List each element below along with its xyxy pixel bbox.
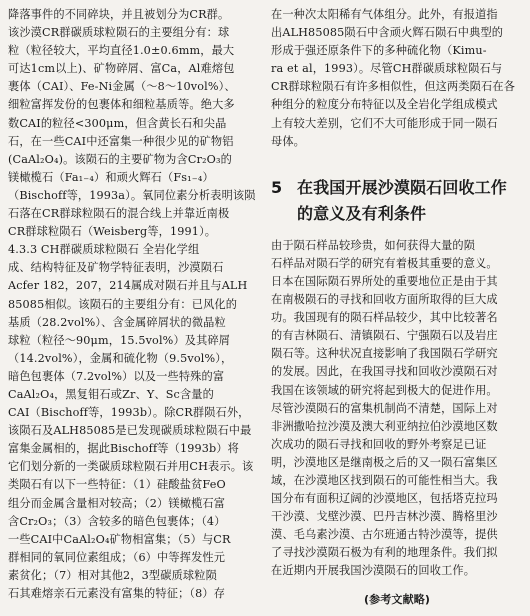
text-line: 次成功的陨石寻找和回收的野外考察足已证 <box>271 437 487 451</box>
text-line: ra et al，1993）。尽管CH群碳质球粒陨石与 <box>271 62 503 76</box>
text-line: 上有较大差别，它们不大可能形成于同一陨石 <box>271 116 498 130</box>
text-line: 母体。 <box>271 134 306 148</box>
text-line: 出ALH85085陨石中含顽火辉石陨石中典型的 <box>271 26 504 40</box>
text-line: 富集金属相的，据此Bischoff等（1993b）将 <box>8 442 239 456</box>
text-line: 在近期内开展我国沙漠陨石的回收工作。 <box>271 564 476 578</box>
text-line: 功。我国现有的陨石样品较少，其中比较著名 <box>271 311 498 325</box>
text-line: 的有吉林陨石、清镇陨石、宁强陨石以及岩庄 <box>271 329 498 343</box>
text-line: 石样品对陨石学的研究有着极其重要的意义。 <box>271 256 498 270</box>
text-line: 的发展。因此，在我国寻找和回收沙漠陨石对 <box>271 365 498 379</box>
text-line: 球粒（粒径～90μm，15.5vol%）及其碎屑 <box>8 333 231 347</box>
text-line: 明，沙漠地区是继南极之后的又一陨石富集区 <box>271 455 498 469</box>
text-line: 成、结构特征及矿物学特征表明，沙漠陨石 <box>8 261 224 275</box>
section-heading <box>271 175 523 227</box>
text-line: 暗色包裹体（7.2vol%）以及一些特殊的富 <box>8 369 225 383</box>
text-line: 细粒富挥发份的包裹体和细粒基质等。绝大多 <box>8 98 235 112</box>
text-line: 尽管沙漠陨石的富集机制尚不清楚，国际上对 <box>271 401 498 415</box>
text-line: CR群球粒陨石有许多相似性，但这两类陨石在各 <box>271 80 516 94</box>
text-line: 种组分的粒度分布特征以及全岩化学组成模式 <box>271 98 498 112</box>
text-line: CaAl₂O₄，黑复钼石或Zr、Y、Sc含量的 <box>8 387 214 401</box>
text-line: 域，在沙漠地区找到陨石的可能性相当大。我 <box>271 473 498 487</box>
text-line: 石落在CR群球粒陨石的混合线上并靠近南极 <box>8 207 230 221</box>
text-line: 在南极陨石的寻找和回收方面所取得的巨大成 <box>271 293 498 307</box>
text-line: （Bischoff等，1993a）。氧同位素分析表明该陨 <box>8 188 256 202</box>
right-column-top-text <box>271 6 523 151</box>
right-column <box>271 6 523 609</box>
text-line: 日本在国际陨石界所处的重要地位正是由于其 <box>271 274 498 288</box>
section-title-line2: 的意义及有利条件 <box>297 203 427 223</box>
text-line: 基质（28.2vol%）、含金属碎屑状的微晶粒 <box>8 315 226 329</box>
text-line: 该陨石及ALH85085是已发现碳质球粒陨石中最 <box>8 424 252 438</box>
text-line: 国分布有面积辽阔的沙漠地区，包括塔克拉玛 <box>271 492 498 506</box>
text-line: 在一种次太阳稀有气体组分。此外，有报道指 <box>271 8 498 21</box>
text-line: 石其难熔亲石元素没有富集的特征；（8）存 <box>8 587 226 600</box>
text-line: CAI（Bischoff等，1993b）。除CR群陨石外， <box>8 406 250 420</box>
text-line: 它们划分新的一类碳质球粒陨石并用CH表示。该 <box>8 460 254 474</box>
text-line: 粒（粒径较大，平均直径1.0±0.6mm，最大 <box>8 44 235 58</box>
text-line: 干沙漠、戈壁沙漠、巴丹吉林沙漠、腾格里沙 <box>271 510 498 524</box>
section-number: 5 <box>271 177 283 197</box>
text-line: 类陨石有以下一些特征：（1）硅酸盐贫FeO <box>8 478 226 492</box>
text-line: 素贫化；（7）相对其他2，3型碳质球粒陨 <box>8 568 217 582</box>
text-line: 数CAI的粒径<300μm，但含黄长石和尖晶 <box>8 116 227 130</box>
text-line: 该沙漠CR群碳质球粒陨石的主要组分有：球 <box>8 26 230 40</box>
text-line: 漠、毛乌素沙漠、古尔班通古特沙漠等，提供 <box>271 528 498 542</box>
text-line: 石，在一些CAI中还富集一种很少见的矿物铝 <box>8 134 234 148</box>
text-line: （14.2vol%），金属和硫化物（9.5vol%）， <box>8 351 233 365</box>
text-line: 群相同的氧同位素组成；（6）中等挥发性元 <box>8 550 226 564</box>
text-line: CR群球粒陨石（Weisberg等，1991）。 <box>8 225 217 239</box>
right-column-body-text <box>271 237 523 581</box>
section-title-line1: 在我国开展沙漠陨石回收工作 <box>297 177 507 197</box>
text-line: 降落事件的不同碎块，并且被划分为CR群。 <box>8 8 230 21</box>
text-line: 了寻找沙漠陨石极为有利的地理条件。我们拟 <box>271 546 498 560</box>
text-line: Acfer 182，207，214属成对陨石并且与ALH <box>8 279 248 293</box>
references-label: (参考文献略) <box>363 592 431 606</box>
text-line: 85085相似。该陨石的主要组分有：已风化的 <box>8 297 238 311</box>
left-column <box>8 6 261 603</box>
text-line: 组分而金属含量相对较高；（2）镁橄榄石富 <box>8 496 226 510</box>
text-line: 一些CAI中CaAl₂O₄矿物相富集；（5）与CR <box>8 532 231 546</box>
text-line: 4.3.3 CH群碳质球粒陨石 全岩化学组 <box>8 243 200 257</box>
text-line: 镁橄榄石（Fa₁₋₄）和顽火辉石（Fs₁₋₄） <box>8 170 214 184</box>
text-line: 含Cr₂O₃；（3）含较多的暗色包裹体；（4） <box>8 514 226 528</box>
text-line: 非洲撒哈拉沙漠及澳大利亚纳拉伯沙漠地区数 <box>271 419 498 433</box>
text-line: (CaAl₂O₄)。该陨石的主要矿物为含Cr₂O₃的 <box>8 152 232 166</box>
text-line: 由于陨石样品较珍贵，如何获得大量的陨 <box>271 238 476 252</box>
text-line: 陨石等。这种状况直接影响了我国陨石学研究 <box>271 347 498 361</box>
text-line: 可达1cm以上)、矿物碎屑、富Ca，Al难熔包 <box>8 62 235 76</box>
text-line: 裹体（CAI）、Fe-Ni金属（～8～10vol%）、 <box>8 80 236 94</box>
text-line: 我国在该领域的研究将起到极大的促进作用。 <box>271 383 498 397</box>
text-line: 形成于强还原条件下的多种硫化物（Kimu- <box>271 44 487 58</box>
